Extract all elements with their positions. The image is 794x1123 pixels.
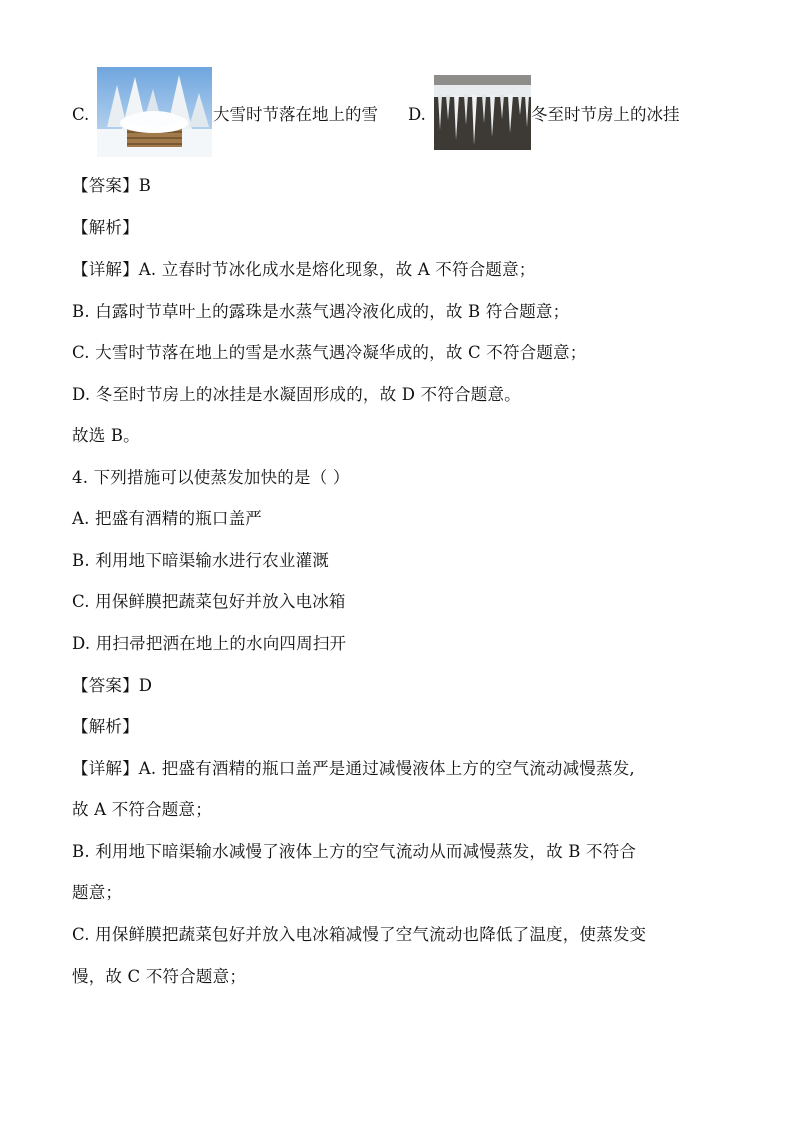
q3-conclusion: 故选 B。: [72, 426, 140, 445]
q3-analysis-heading: 【解析】: [72, 218, 139, 237]
q4-option-a: A. 把盛有酒精的瓶口盖严: [72, 509, 263, 528]
q4-detail-a-line1: 【详解】A. 把盛有酒精的瓶口盖严是通过减慢液体上方的空气流动减慢蒸发,: [72, 759, 635, 778]
q3-answer: 【答案】B: [72, 176, 152, 195]
q3-detail-d: D. 冬至时节房上的冰挂是水凝固形成的，故 D 不符合题意。: [72, 385, 521, 404]
q4-detail-b-line2: 题意；: [72, 883, 123, 902]
q4-option-b: B. 利用地下暗渠输水进行农业灌溉: [72, 551, 330, 570]
q3-detail-a: 【详解】A. 立春时节冰化成水是熔化现象，故 A 不符合题意；: [72, 260, 536, 279]
option-c-label: C.: [72, 105, 90, 124]
option-d-label: D.: [408, 105, 426, 124]
q3-detail-c: C. 大雪时节落在地上的雪是水蒸气遇冷凝华成的，故 C 不符合题意；: [72, 343, 587, 362]
q4-detail-a-line2: 故 A 不符合题意；: [72, 800, 212, 819]
options-c-d-row: [72, 67, 732, 157]
q4-detail-c-line2: 慢，故 C 不符合题意；: [72, 967, 247, 986]
q4-analysis-heading: 【解析】: [72, 717, 139, 736]
option-d-text: 冬至时节房上的冰挂: [531, 105, 680, 124]
icicles-image: [434, 75, 531, 150]
snow-hut-image: [97, 67, 212, 157]
q4-answer: 【答案】D: [72, 676, 153, 695]
q4-option-d: D. 用扫帚把洒在地上的水向四周扫开: [72, 634, 347, 653]
q4-detail-c-line1: C. 用保鲜膜把蔬菜包好并放入电冰箱减慢了空气流动也降低了温度，使蒸发变: [72, 925, 647, 944]
q4-question: 4. 下列措施可以使蒸发加快的是（ ）: [72, 468, 350, 487]
option-c-text: 大雪时节落在地上的雪: [213, 105, 378, 124]
q4-option-c: C. 用保鲜膜把蔬菜包好并放入电冰箱: [72, 592, 346, 611]
q3-detail-b: B. 白露时节草叶上的露珠是水蒸气遇冷液化成的，故 B 符合题意；: [72, 302, 570, 321]
q4-detail-b-line1: B. 利用地下暗渠输水减慢了液体上方的空气流动从而减慢蒸发，故 B 不符合: [72, 842, 637, 861]
